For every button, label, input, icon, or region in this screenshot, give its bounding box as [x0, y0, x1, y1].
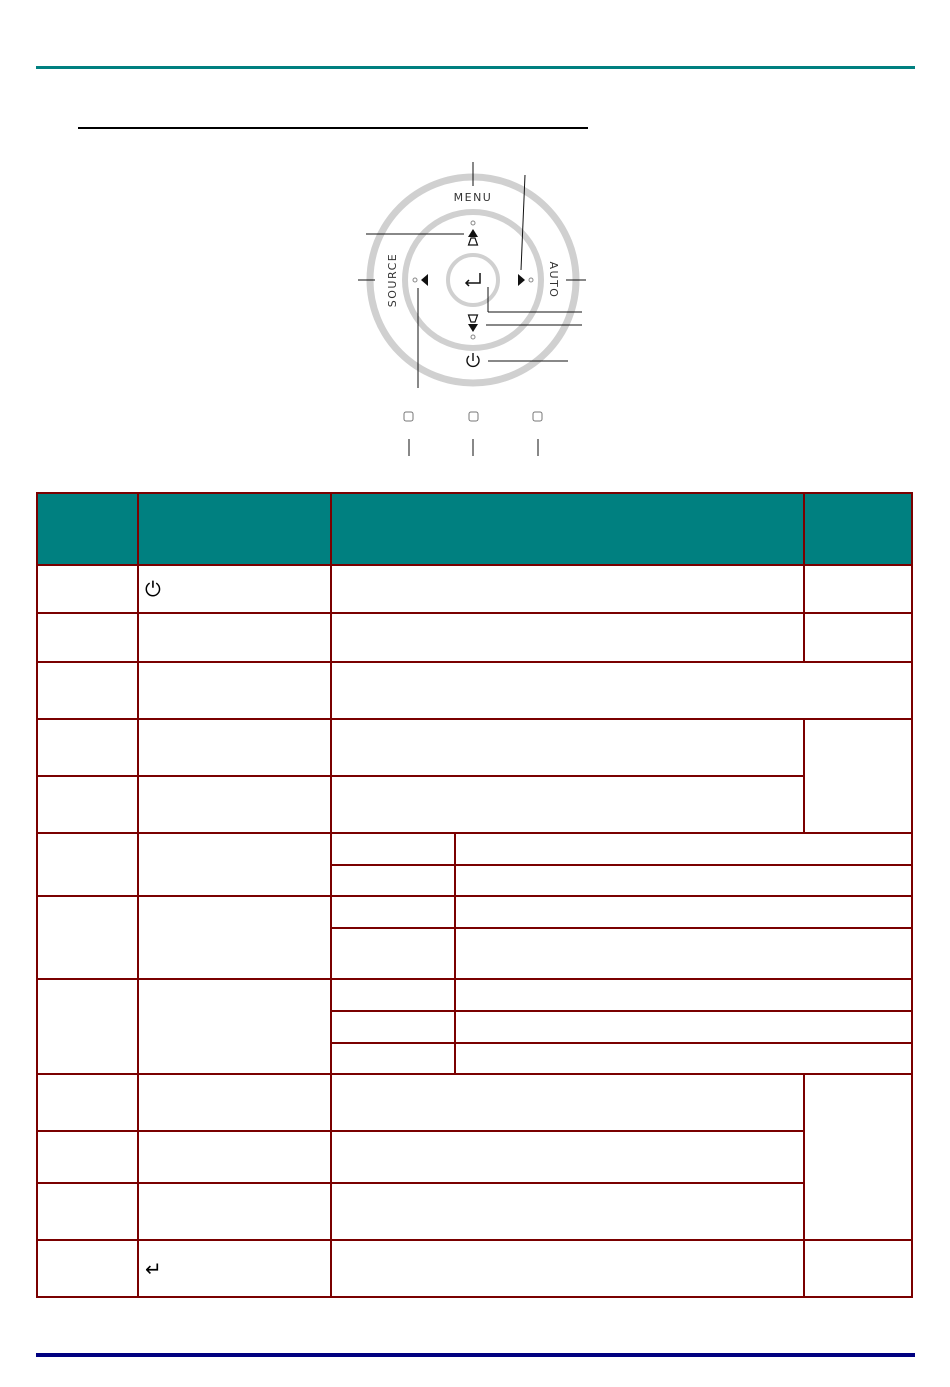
source-label: SOURCE [386, 252, 399, 308]
header-cell-1 [37, 493, 138, 565]
led-leader-lines [409, 439, 538, 456]
table-header-row [37, 493, 912, 565]
outer-ring [370, 177, 576, 383]
up-keystone-icon [468, 221, 478, 245]
menu-label: MENU [453, 191, 493, 204]
table-row [37, 833, 912, 865]
down-keystone-icon [468, 315, 478, 339]
table-row [37, 1074, 912, 1131]
header-cell-3 [331, 493, 804, 565]
table-row [37, 565, 912, 613]
header-cell-2 [138, 493, 331, 565]
led-1 [404, 412, 413, 421]
table-row [37, 979, 912, 1011]
power-icon: ⏻ [145, 577, 161, 601]
led-3 [533, 412, 542, 421]
right-arrow-icon [518, 274, 533, 286]
table-row [37, 1131, 912, 1183]
enter-button [448, 255, 498, 305]
section-heading-underline [78, 127, 588, 129]
enter-icon [466, 273, 480, 286]
table-row [37, 613, 912, 662]
top-rule [36, 66, 915, 69]
led-indicators [404, 412, 542, 421]
table-row [37, 719, 912, 776]
auto-label: AUTO [547, 261, 560, 299]
led-2 [469, 412, 478, 421]
table-row [37, 896, 912, 928]
table-row [37, 1183, 912, 1240]
bottom-rule [36, 1353, 915, 1357]
table-row [37, 776, 912, 833]
header-cell-4 [804, 493, 912, 565]
control-panel-diagram [340, 150, 600, 470]
table-row [37, 662, 912, 719]
control-functions-table [36, 492, 913, 1298]
power-icon [467, 353, 479, 366]
enter-icon: ↵ [145, 1256, 162, 1281]
left-arrow-icon [413, 274, 428, 286]
table-row [37, 1240, 912, 1297]
